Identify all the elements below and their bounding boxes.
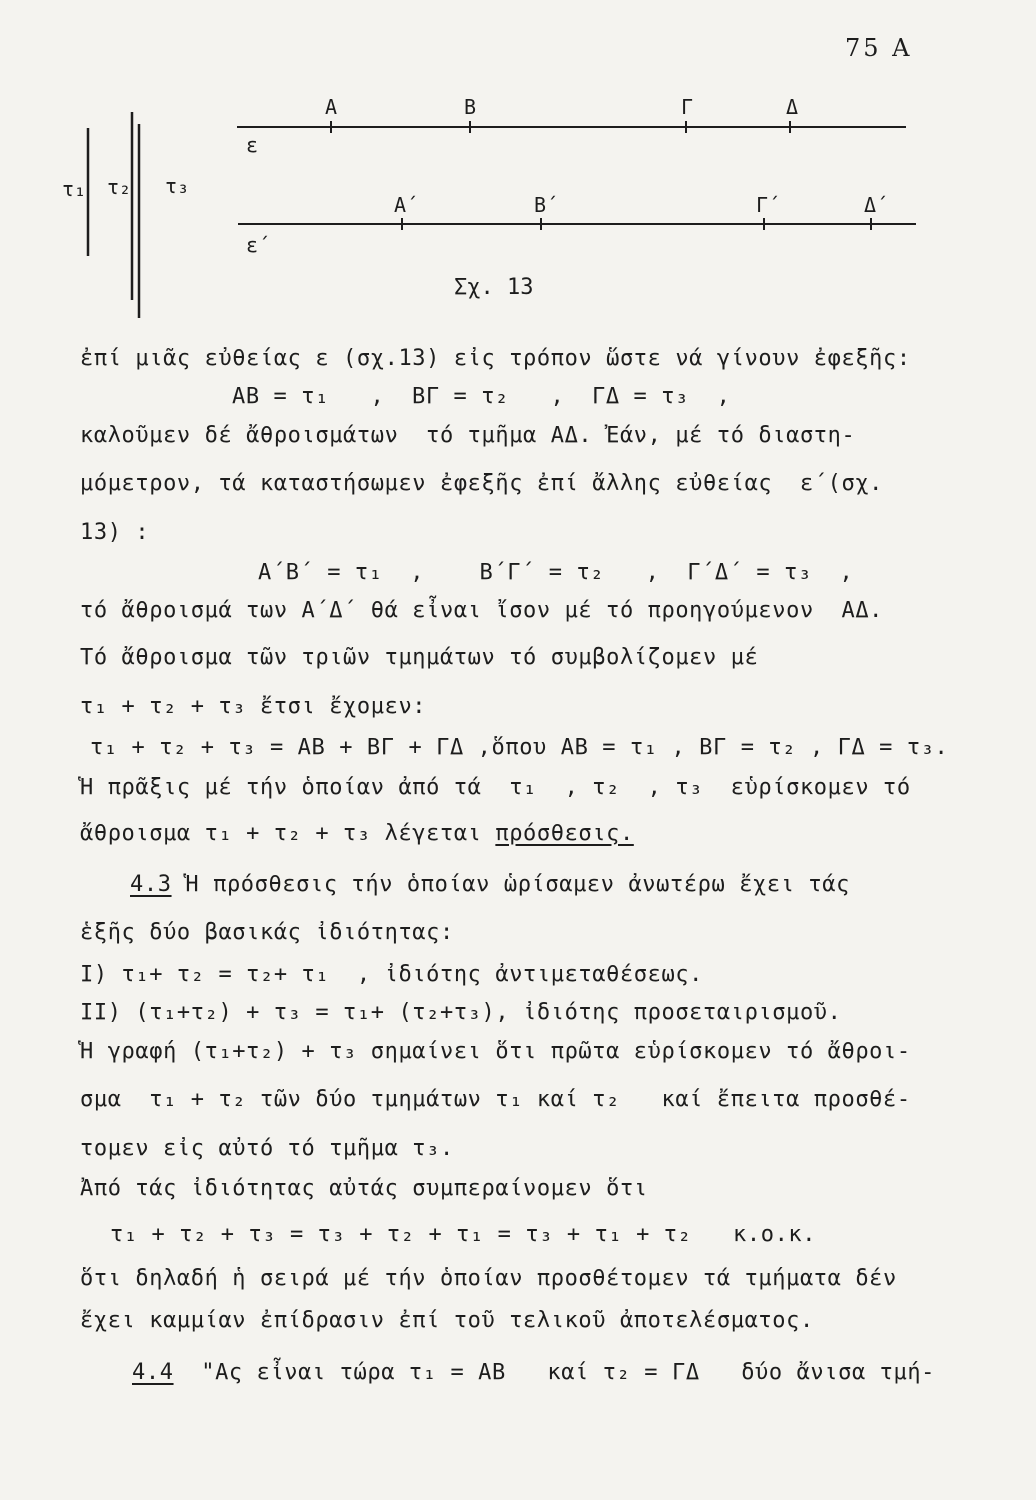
segment-label-t3: τ₃ [165, 174, 190, 198]
text-line-13-main: Ἡ πρόσθεσις τήν ὁποίαν ὡρίσαμεν ἀνωτέρω ἔχει τάς [185, 872, 850, 897]
point-B: Β [464, 95, 477, 119]
figure-caption: Σχ. 13 [454, 275, 534, 300]
figure-13 [0, 0, 1036, 340]
text-line-12 [80, 821, 634, 846]
text-line-10: τ₁ + τ₂ + τ₃ = ΑΒ + ΒΓ + ΓΔ ,ὅπου ΑΒ = τ₁ , ΒΓ = τ₂ , ΓΔ = τ₃. [90, 735, 949, 760]
point-B-prime: Β΄ [534, 193, 559, 217]
text-line-13 [130, 872, 850, 897]
line-e-prime-label: ε΄ [246, 233, 271, 257]
text-line-1: ἐπί μιᾶς εὐθείας ε (σχ.13) εἰς τρόπον ὥστε νά γίνουν ἐφεξῆς: [80, 346, 911, 371]
segment-label-t2: τ₂ [107, 175, 132, 199]
text-line-7: τό ἄθροισμά των Α΄Δ΄ θά εἶναι ἴσον μέ τό προηγούμενον ΑΔ. [80, 598, 884, 623]
text-line-8: Τό ἄθροισμα τῶν τριῶν τμημάτων τό συμβολίζομεν μέ [80, 645, 759, 670]
text-line-9: τ₁ + τ₂ + τ₃ ἔτσι ἔχομεν: [80, 694, 427, 719]
text-line-3: καλοῦμεν δέ ἄθροισμάτων τό τμῆμα ΑΔ. Ἐάν, μέ τό διαστη- [80, 423, 856, 448]
term-prosthesis: πρόσθεσις. [495, 821, 634, 846]
line-e-label: ε [246, 133, 259, 157]
text-line-21: τ₁ + τ₂ + τ₃ = τ₃ + τ₂ + τ₁ = τ₃ + τ₁ + τ₂ κ.ο.κ. [110, 1222, 817, 1247]
text-line-4: μόμετρον, τά καταστήσωμεν ἐφεξῆς ἐπί ἄλλης εὐθείας ε΄(σχ. [80, 471, 884, 496]
text-line-11: Ἡ πρᾶξις μέ τήν ὁποίαν ἀπό τά τ₁ , τ₂ , τ₃ εὑρίσκομεν τό [80, 775, 911, 800]
text-line-15: Ι) τ₁+ τ₂ = τ₂+ τ₁ , ἰδιότης ἀντιμεταθέσεως. [80, 962, 704, 987]
point-A-prime: Α΄ [394, 193, 419, 217]
text-line-24 [132, 1360, 935, 1385]
text-line-23: ἔχει καμμίαν ἐπίδρασιν ἐπί τοῦ τελικοῦ ἀποτελέσματος. [80, 1308, 814, 1333]
page-number: 75 Α [845, 34, 913, 62]
text-line-14: ἑξῆς δύο βασικάς ἰδιότητας: [80, 920, 454, 945]
text-line-18: σμα τ₁ + τ₂ τῶν δύο τμημάτων τ₁ καί τ₂ καί ἔπειτα προσθέ- [80, 1087, 911, 1112]
text-line-17: Ἡ γραφή (τ₁+τ₂) + τ₃ σημαίνει ὅτι πρῶτα εὑρίσκομεν τό ἄθροι- [80, 1039, 911, 1064]
text-line-20: Ἀπό τάς ἰδιότητας αὐτάς συμπεραίνομεν ὅτι [80, 1176, 648, 1201]
point-A: Α [325, 95, 338, 119]
point-G-prime: Γ΄ [756, 193, 781, 217]
text-line-24-main: "Ας εἶναι τώρα τ₁ = ΑΒ καί τ₂ = ΓΔ δύο ἄνισα τμή- [173, 1360, 936, 1385]
text-line-5: 13) : [80, 520, 150, 545]
text-line-16: ΙΙ) (τ₁+τ₂) + τ₃ = τ₁+ (τ₂+τ₃), ἰδιότης προσεταιρισμοῦ. [80, 1000, 842, 1025]
section-4-4: 4.4 [132, 1360, 174, 1385]
segment-label-t1: τ₁ [62, 177, 87, 201]
text-line-2: ΑΒ = τ₁ , ΒΓ = τ₂ , ΓΔ = τ₃ , [232, 384, 731, 409]
section-4-3: 4.3 [130, 872, 172, 897]
text-line-6: Α΄Β΄ = τ₁ , Β΄Γ΄ = τ₂ , Γ΄Δ΄ = τ₃ , [258, 560, 854, 585]
point-D-prime: Δ΄ [864, 193, 889, 217]
text-line-22: ὅτι δηλαδή ἡ σειρά μέ τήν ὁποίαν προσθέτομεν τά τμήματα δέν [80, 1266, 897, 1291]
text-line-12-main: ἄθροισμα τ₁ + τ₂ + τ₃ λέγεται [80, 821, 496, 846]
point-G: Γ [681, 95, 694, 119]
point-D: Δ [786, 95, 799, 119]
text-line-19: τομεν εἰς αὐτό τό τμῆμα τ₃. [80, 1136, 454, 1161]
